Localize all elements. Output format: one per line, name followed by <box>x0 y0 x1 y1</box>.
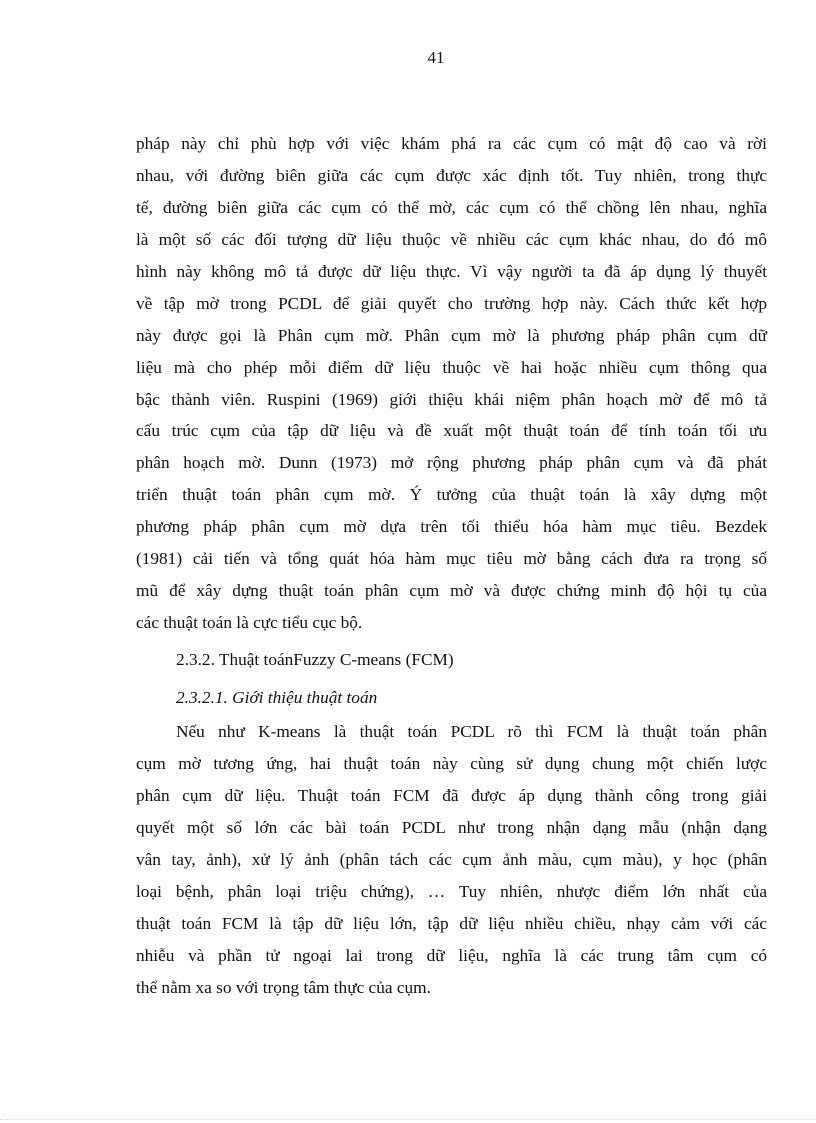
text-line: quyết một số lớn các bài toán PCDL như trong nhận dạng mẫu (nhận dạng <box>136 817 767 837</box>
text-line: triển thuật toán phân cụm mờ. Ý tưởng của thuật toán là xây dựng một <box>136 485 767 505</box>
text-line: thuật toán FCM là tập dữ liệu lớn, tập dữ liệu nhiều chiều, nhạy cảm với các <box>136 913 767 933</box>
text-line: nhau, với đường biên giữa các cụm được xác định tốt. Tuy nhiên, trong thực <box>136 165 767 185</box>
text-line: phân cụm dữ liệu. Thuật toán FCM đã được áp dụng thành công trong giải <box>136 785 767 805</box>
text-line: loại bệnh, phân loại triệu chứng), … Tuy nhiên, nhược điểm lớn nhất của <box>136 881 767 901</box>
text-line: cấu trúc cụm của tập dữ liệu và đề xuất một thuật toán để tính toán tối ưu <box>136 421 767 441</box>
text-line: phương pháp phân cụm mờ dựa trên tối thiểu hóa hàm mục tiêu. Bezdek <box>136 517 767 537</box>
text-line: pháp này chỉ phù hợp với việc khám phá ra các cụm có mật độ cao và rời <box>136 134 767 153</box>
text-line: tế, đường biên giữa các cụm có thể mờ, các cụm có thể chồng lên nhau, nghĩa <box>136 197 767 217</box>
paragraph-fcm-intro <box>136 716 767 1003</box>
text-line: liệu mà cho phép mỗi điểm dữ liệu thuộc về hai hoặc nhiều cụm thông qua <box>136 357 767 377</box>
text-line: các thuật toán là cực tiểu cục bộ. <box>136 613 363 633</box>
text-line: là một số các đối tượng dữ liệu thuộc về nhiều các cụm khác nhau, do đó mô <box>136 229 767 249</box>
text-line: nhiễu và phần tử ngoại lai trong dữ liệu, nghĩa là các trung tâm cụm có <box>136 945 767 965</box>
subsection-heading: 2.3.2.1. Giới thiệu thuật toán <box>176 688 378 707</box>
text-line: thể nằm xa so với trọng tâm thực của cụm. <box>136 977 431 997</box>
page-bottom-divider <box>0 1119 816 1120</box>
text-line: mũ để xây dựng thuật toán phân cụm mờ và được chứng minh độ hội tụ của <box>136 581 767 601</box>
paragraph-fuzzy-clustering-intro <box>136 128 767 639</box>
section-heading: 2.3.2. Thuật toánFuzzy C-means (FCM) <box>176 650 454 669</box>
text-line: này được gọi là Phân cụm mờ. Phân cụm mờ là phương pháp phân cụm dữ <box>136 325 767 345</box>
text-line: về tập mờ trong PCDL để giải quyết cho trường hợp này. Cách thức kết hợp <box>136 293 767 313</box>
text-line: (1981) cải tiến và tổng quát hóa hàm mục tiêu mờ bằng cách đưa ra trọng số <box>136 549 767 569</box>
text-line: hình này không mô tả được dữ liệu thực. Vì vậy người ta đã áp dụng lý thuyết <box>136 261 767 281</box>
text-line: vân tay, ảnh), xử lý ảnh (phân tách các cụm ảnh màu, cụm màu), y học (phân <box>136 849 767 869</box>
text-line: Nếu như K-means là thuật toán PCDL rõ thì FCM là thuật toán phân <box>176 722 767 741</box>
text-line: bậc thành viên. Ruspini (1969) giới thiệu khái niệm phân hoạch mờ để mô tả <box>136 389 767 409</box>
page-number: 41 <box>427 48 445 67</box>
text-line: phân hoạch mờ. Dunn (1973) mở rộng phương pháp phân cụm và đã phát <box>136 453 767 473</box>
text-line: cụm mờ tương ứng, hai thuật toán này cùng sử dụng chung một chiến lược <box>136 753 767 773</box>
